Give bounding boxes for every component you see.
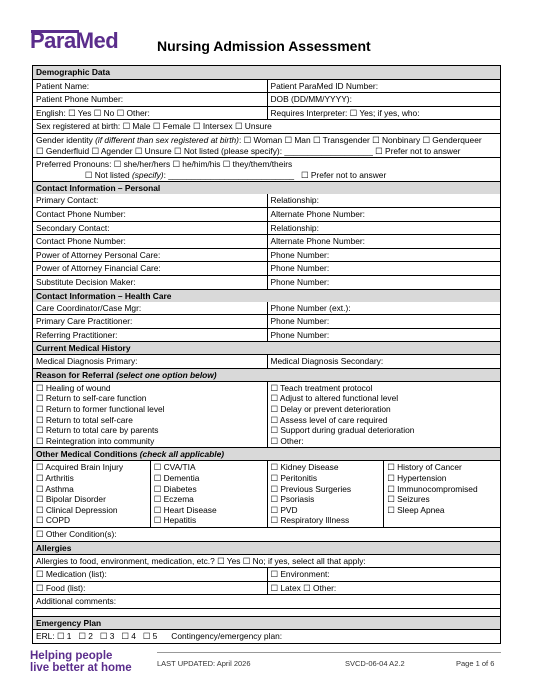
referral-checkbox-item[interactable]: ☐ Support during gradual deterioration	[270, 425, 415, 436]
condition-checkbox-item[interactable]: ☐ History of Cancer	[387, 462, 462, 473]
referral-right-options	[267, 382, 501, 448]
condition-checkbox-item[interactable]: ☐ CVA/TIA	[153, 462, 196, 473]
field-allergy-medication[interactable]: ☐ Medication (list):	[36, 569, 107, 580]
field-allergy-environment[interactable]: ☐ Environment:	[267, 568, 501, 581]
referral-checkbox-item[interactable]: ☐ Teach treatment protocol	[270, 382, 373, 393]
healthcare-contact-field-1-0[interactable]: Primary Care Practitioner:	[36, 316, 133, 327]
section-medical-history: Current Medical History	[33, 341, 500, 354]
referral-checkbox-item[interactable]: ☐ Healing of wound	[36, 382, 111, 393]
section-contact-healthcare: Contact Information – Health Care	[33, 289, 500, 302]
admission-form	[32, 65, 501, 644]
condition-checkbox-item[interactable]: ☐ Diabetes	[153, 483, 197, 494]
field-additional-comments[interactable]: Additional comments:	[36, 596, 117, 607]
condition-checkbox-item[interactable]: ☐ Kidney Disease	[270, 462, 339, 473]
pronoun-options-2: : ___________________________ ☐ Prefer not to answer	[163, 169, 387, 180]
healthcare-contact-field-2-0[interactable]: Referring Practitioner:	[36, 329, 118, 340]
personal-contact-field-4-1[interactable]: Phone Number:	[267, 249, 501, 262]
personal-contact-field-6-0[interactable]: Substitute Decision Maker:	[36, 276, 136, 287]
condition-checkbox-item[interactable]: ☐ Respiratory Illness	[270, 515, 350, 526]
referral-checkbox-item[interactable]: ☐ Assess level of care required	[270, 414, 388, 425]
condition-checkbox-item[interactable]: ☐ Heart Disease	[153, 504, 217, 515]
condition-checkbox-item[interactable]: ☐ PVD	[270, 504, 298, 515]
field-erl[interactable]: ERL: ☐ 1 ☐ 2 ☐ 3 ☐ 4 ☐ 5 Contingency/emergency plan:	[36, 630, 283, 641]
gender-note: (if different than sex registered at birth)	[95, 134, 239, 145]
spacer-row	[33, 608, 500, 616]
condition-checkbox-item[interactable]: ☐ Bipolar Disorder	[36, 494, 106, 505]
footer-rule	[157, 652, 501, 653]
healthcare-contact-field-1-1[interactable]: Phone Number:	[267, 315, 501, 328]
referral-left-options	[33, 382, 267, 448]
field-pronouns[interactable]	[33, 158, 500, 181]
condition-checkbox-item[interactable]: ☐ Immunocompromised	[387, 483, 478, 494]
condition-checkbox-item[interactable]: ☐ Peritonitis	[270, 473, 318, 484]
gender-label: Gender identity	[36, 134, 96, 145]
referral-checkbox-item[interactable]: ☐ Delay or prevent deterioration	[270, 404, 391, 415]
field-dob[interactable]: DOB (DD/MM/YYYY):	[267, 93, 501, 106]
footer-form-code: SVCD-06-04 A2.2	[345, 659, 405, 668]
section-contact-personal: Contact Information – Personal	[33, 181, 500, 194]
footer-page-number: Page 1 of 6	[456, 659, 495, 668]
condition-checkbox-item[interactable]: ☐ Acquired Brain Injury	[36, 462, 124, 473]
condition-checkbox-item[interactable]: ☐ Psoriasis	[270, 494, 315, 505]
conditions-heading: Other Medical Conditions	[36, 449, 138, 460]
pronoun-options-1: Preferred Pronouns: ☐ she/her/hers ☐ he/him/his ☐ they/them/theirs	[36, 159, 293, 170]
conditions-col-3	[267, 461, 384, 527]
field-diagnosis-secondary[interactable]: Medical Diagnosis Secondary:	[267, 355, 501, 368]
field-patient-phone[interactable]: Patient Phone Number:	[36, 94, 124, 105]
condition-checkbox-item[interactable]: ☐ Seizures	[387, 494, 430, 505]
section-allergies: Allergies	[33, 541, 500, 554]
personal-contact-field-1-0[interactable]: Contact Phone Number:	[36, 208, 126, 219]
condition-checkbox-item[interactable]: ☐ COPD	[36, 515, 71, 526]
condition-checkbox-item[interactable]: ☐ Hypertension	[387, 473, 447, 484]
field-sex-at-birth[interactable]: Sex registered at birth: ☐ Male ☐ Female ☐ Intersex ☐ Unsure	[36, 121, 272, 132]
referral-checkbox-item[interactable]: ☐ Return to former functional level	[36, 404, 165, 415]
personal-contact-field-1-1[interactable]: Alternate Phone Number:	[267, 208, 501, 221]
personal-contact-field-2-1[interactable]: Relationship:	[267, 222, 501, 235]
condition-checkbox-item[interactable]: ☐ Previous Surgeries	[270, 483, 352, 494]
condition-checkbox-item[interactable]: ☐ Eczema	[153, 494, 194, 505]
tagline-line-2b: at home	[87, 662, 132, 674]
personal-contact-field-0-1[interactable]: Relationship:	[267, 194, 501, 207]
condition-checkbox-item[interactable]: ☐ Hepatitis	[153, 515, 197, 526]
field-diagnosis-primary[interactable]: Medical Diagnosis Primary:	[36, 356, 138, 367]
pronoun-specify-note: (specify)	[131, 169, 164, 180]
section-conditions	[33, 447, 500, 460]
personal-contact-field-2-0[interactable]: Secondary Contact:	[36, 222, 110, 233]
personal-contact-field-5-0[interactable]: Power of Attorney Financial Care:	[36, 263, 161, 274]
page-title: Nursing Admission Assessment	[157, 38, 371, 54]
field-patient-id[interactable]: Patient ParaMed ID Number:	[267, 80, 501, 93]
field-allergy-food[interactable]: ☐ Food (list):	[36, 582, 86, 593]
condition-checkbox-item[interactable]: ☐ Arthritis	[36, 473, 74, 484]
field-other-conditions[interactable]: ☐ Other Condition(s):	[36, 529, 117, 539]
condition-checkbox-item[interactable]: ☐ Sleep Apnea	[387, 504, 445, 515]
section-demographic: Demographic Data	[33, 66, 500, 79]
personal-contact-field-4-0[interactable]: Power of Attorney Personal Care:	[36, 249, 161, 260]
referral-checkbox-item[interactable]: ☐ Adjust to altered functional level	[270, 393, 399, 404]
referral-heading: Reason for Referral	[36, 369, 114, 380]
healthcare-contact-field-0-0[interactable]: Care Coordinator/Case Mgr:	[36, 302, 142, 313]
field-gender-identity[interactable]	[33, 134, 500, 157]
paramed-logo: ParaMed	[30, 28, 119, 53]
tagline-line-2a: live better	[30, 662, 88, 674]
footer-tagline	[30, 650, 132, 674]
conditions-col-4	[383, 461, 500, 527]
conditions-col-2	[150, 461, 267, 527]
referral-note: (select one option below)	[116, 369, 217, 380]
personal-contact-field-3-1[interactable]: Alternate Phone Number:	[267, 235, 501, 248]
condition-checkbox-item[interactable]: ☐ Dementia	[153, 473, 200, 484]
field-allergies-question[interactable]: Allergies to food, environment, medication, etc.? ☐ Yes ☐ No; if yes, select all that apply:	[36, 555, 366, 566]
pronoun-not-listed: ☐ Not listed	[36, 169, 132, 180]
healthcare-contact-field-0-1[interactable]: Phone Number (ext.):	[267, 302, 501, 315]
personal-contact-field-3-0[interactable]: Contact Phone Number:	[36, 236, 126, 247]
healthcare-contact-field-2-1[interactable]: Phone Number:	[267, 329, 501, 342]
referral-checkbox-item[interactable]: ☐ Reintegration into community	[36, 435, 155, 446]
gender-options-2: ☐ Genderfluid ☐ Agender ☐ Unsure ☐ Not listed (please specify): ___________________ ☐ Prefer not to answer	[36, 145, 461, 156]
referral-checkbox-item[interactable]: ☐ Other:	[270, 435, 304, 446]
field-english[interactable]: English: ☐ Yes ☐ No ☐ Other:	[36, 107, 150, 118]
referral-checkbox-item[interactable]: ☐ Return to total self-care	[36, 414, 133, 425]
section-emergency: Emergency Plan	[33, 616, 500, 629]
conditions-note: (check all applicable)	[139, 449, 225, 460]
field-patient-name[interactable]: Patient Name:	[36, 80, 90, 91]
referral-checkbox-item[interactable]: ☐ Return to total care by parents	[36, 425, 159, 436]
condition-checkbox-item[interactable]: ☐ Asthma	[36, 483, 74, 494]
gender-options-1: : ☐ Woman ☐ Man ☐ Transgender ☐ Nonbinary ☐ Genderqueer	[238, 134, 482, 145]
personal-contact-field-6-1[interactable]: Phone Number:	[267, 276, 501, 289]
tagline-line-1: Helping people	[30, 650, 113, 662]
field-allergy-latex-other[interactable]: ☐ Latex ☐ Other:	[267, 582, 501, 595]
conditions-col-1	[33, 461, 150, 527]
personal-contact-field-0-0[interactable]: Primary Contact:	[36, 195, 99, 206]
condition-checkbox-item[interactable]: ☐ Clinical Depression	[36, 504, 118, 515]
field-interpreter[interactable]: Requires Interpreter: ☐ Yes; if yes, who:	[267, 107, 501, 120]
footer-last-updated: LAST UPDATED: April 2026	[157, 659, 251, 668]
referral-checkbox-item[interactable]: ☐ Return to self-care function	[36, 393, 147, 404]
personal-contact-field-5-1[interactable]: Phone Number:	[267, 262, 501, 275]
section-referral	[33, 368, 500, 381]
